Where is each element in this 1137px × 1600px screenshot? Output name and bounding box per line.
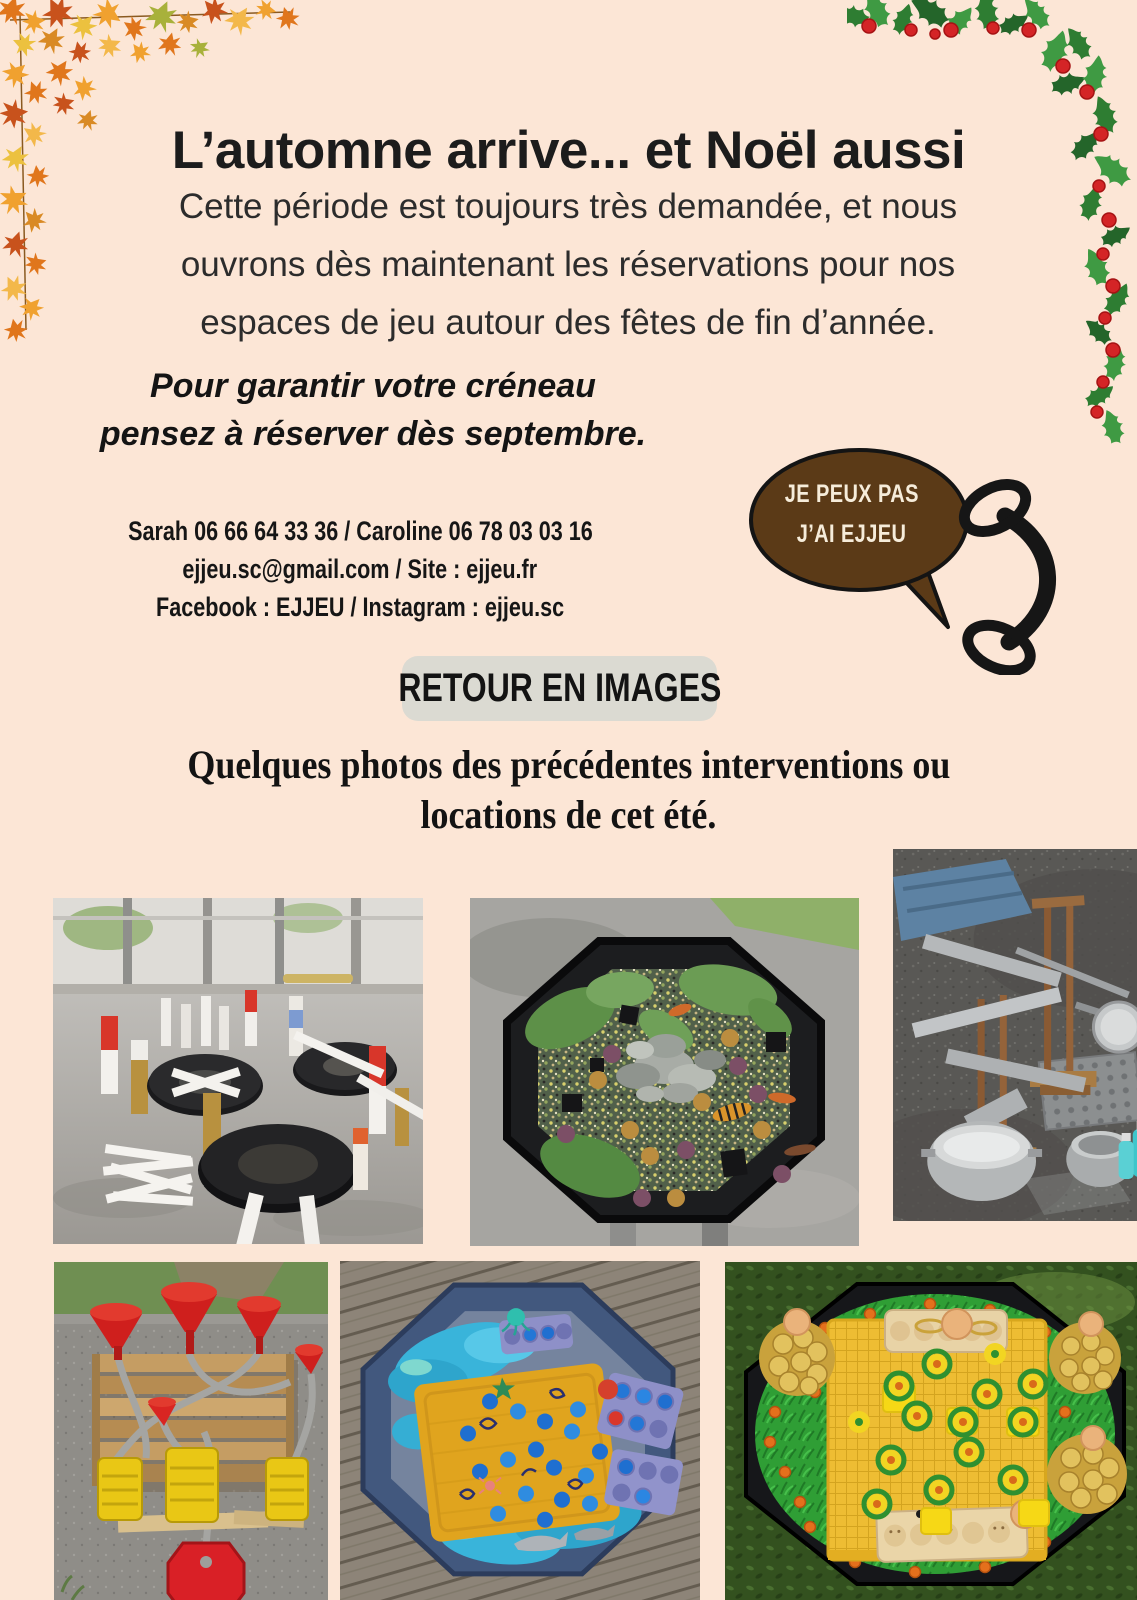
intro-line: ouvrons dès maintenant les réservations pour nos: [180, 245, 956, 284]
contact-socials: Facebook : EJJEU / Instagram : ejjeu.sc: [155, 592, 565, 622]
photo-pallet-funnels: [54, 1262, 328, 1600]
page-title: L’automne arrive... et Noël aussi: [171, 120, 966, 180]
photo-water-run: [893, 849, 1137, 1221]
photo-bee-tray: [725, 1262, 1137, 1600]
intro-line: espaces de jeu autour des fêtes de fin d’année.: [200, 303, 936, 342]
gallery-heading: Quelques photos des précédentes interventions ou locations de cet été.: [186, 742, 951, 837]
reminder-line: Pour garantir votre créneau: [150, 367, 596, 405]
reminder-line: pensez à réserver dès septembre.: [99, 415, 647, 453]
photo-ocean-tray: [340, 1261, 700, 1600]
speech-bubble-text: JE PEUX PAS J’AI EJJEU: [784, 480, 920, 548]
retour-en-images-badge: RETOUR EN IMAGES: [402, 656, 717, 721]
intro-paragraph: [108, 178, 1028, 352]
phone-icon: [945, 470, 1090, 675]
photo-jungle-tray: [470, 898, 859, 1246]
reservation-reminder: [48, 362, 698, 458]
intro-line: Cette période est toujours très demandée, et nous: [178, 187, 958, 226]
contact-block: [30, 512, 690, 626]
contact-email-site: ejjeu.sc@gmail.com / Site : ejjeu.fr: [182, 554, 538, 584]
contact-phones: Sarah 06 66 64 33 36 / Caroline 06 78 03 03 16: [127, 516, 593, 546]
photo-tires-tubes: [53, 898, 423, 1244]
